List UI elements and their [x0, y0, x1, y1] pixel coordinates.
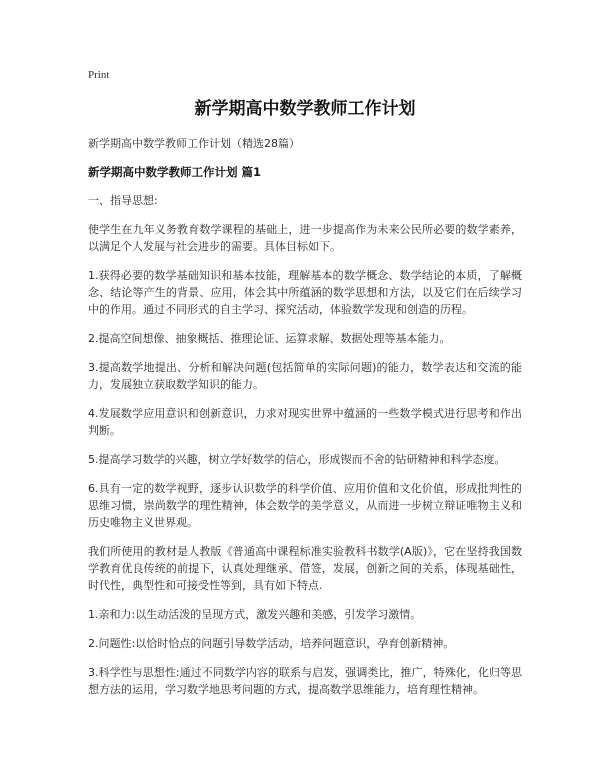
print-label[interactable]: Print [88, 69, 110, 81]
paragraph-goal-2: 2.提高空间想像、抽象概括、推理论证、运算求解、数据处理等基本能力。 [88, 332, 451, 345]
paragraph-feature-1: 1.亲和力:以生动活泼的呈现方式，激发兴趣和美感，引发学习激情。 [88, 608, 422, 621]
paragraph-goal-4: 4.发展数学应用意识和创新意识，力求对现实世界中蕴涵的一些数学模式进行思考和作出判断。 [88, 407, 522, 437]
section-heading: 新学期高中数学教师工作计划 篇1 [88, 165, 262, 179]
paragraph-goal-6: 6.具有一定的数学视野，逐步认识数学的科学价值、应用价值和文化价值，形成批判性的思维习惯，崇尚数学的理性精神，体会数学的美学意义，从而进一步树立辩证唯物主义和历史唯物主义世界观。 [88, 482, 522, 529]
paragraph-goal-1: 1.获得必要的数学基础知识和基本技能，理解基本的数学概念、数学结论的本质，了解概念、结论等产生的背景、应用，体会其中所蕴涵的数学思想和方法，以及它们在后续学习中的作用。通过不同形式的自主学习、探究活动，体验数学发现和创造的历程。 [88, 269, 522, 316]
paragraph-textbook: 我们所使用的教材是人教版《普通高中课程标准实验教科书数学(A版)》，它在坚持我国数学教育优良传统的前提下，认真处理继承、借签，发展，创新之间的关系，体现基础性，时代性，典型性和可接受性等到，具有如下特点. [88, 545, 522, 592]
paragraph-goal-3: 3.提高数学地提出、分析和解决问题(包括简单的实际问题)的能力，数学表达和交流的能力，发展独立获取数学知识的能力。 [88, 361, 522, 391]
page-title: 新学期高中数学教师工作计划 [194, 99, 416, 119]
paragraph-feature-2: 2.问题性:以恰时恰点的问题引导数学活动，培养问题意识，孕育创新精神。 [88, 637, 455, 650]
paragraph-goal-5: 5.提高学习数学的兴趣，树立学好数学的信心，形成锲而不舍的钻研精神和科学态度。 [88, 453, 506, 466]
document-subtitle: 新学期高中数学教师工作计划（精选28篇） [88, 137, 300, 150]
paragraph-guiding-ideology: 一、指导思想: [88, 194, 158, 207]
paragraph-feature-3: 3.科学性与思想性:通过不同数学内容的联系与启发，强调类比，推广，特殊化，化归等思想方法的运用，学习数学地思考问题的方式，提高数学思维能力，培育理性精神。 [88, 666, 522, 696]
paragraph-intro: 使学生在九年义务教育数学课程的基础上，进一步提高作为未来公民所必要的数学素养，以满足个人发展与社会进步的需要。具体目标如下。 [88, 223, 522, 253]
document-page [88, 68, 522, 710]
